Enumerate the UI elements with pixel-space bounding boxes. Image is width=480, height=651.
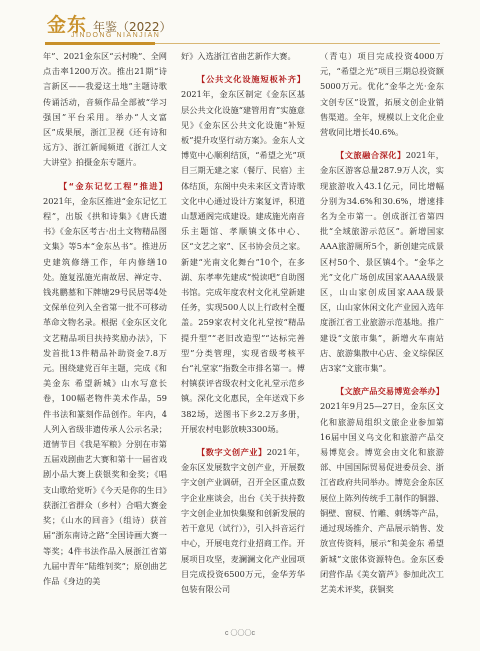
- section-text: 2021年，金东区推进“金东记忆工程”，出版《拱和诗集》《唐氏遗书》《金东区考古·出土文物精品图文集》等5本“金东丛书”。推进历史建筑修缮工作，年内修缮10处。施复泓施光南故居、禅定寺、钱兆鹏墓和下牌塘29号民居等4处文保单位列入全省第一批不可移动革命文物名录。根据《金东区文化文艺精品项目扶持奖励办法》，下发首批13件精品补助资金7.8万元。围绕建党百年主题，完成《和美金东 希望新城》山水写意长卷，100幅老物件美术作品，59件书法和篆刻作品创作。年内，4人列入省级非遗传承人公示名录；道情节目《我是军粮》分别在市第五届戏剧曲艺大赛和第十一届省戏剧小品大赛上获银奖和金奖；《唱支山歌给党听》《今天是你的生日》获浙江省群众（乡村）合唱大赛金奖；《山水的回音》（组诗）获首届“浙东南诗之路”全国诗画大赛一等奖；4件书法作品入展浙江省第九届中青年“陆维钊奖”；原创曲艺作品《身边的美: [43, 195, 167, 586]
- section-title: 【“金东记忆工程”推进】: [59, 180, 167, 191]
- section-text: 2021年，金东区游客总量287.9万人次，实现旅游收入43.1亿元，同比增幅分别为34.6%和30.6%，增速排名为全市第一。创成浙江省第四批“全域旅游示范区”。新增国家AAA旅游厕所5个，新创建完成景区村50个、景区镇4个。“金华之光”文化广场创成国家AAAA级景区，山山家创成国家AAA级景区，山山家休闲文化产业园入选年度浙江省工业旅游示范基地。推广建设“文旅市集”，新增火车南站店、旅游集散中心店、金义综保区店3家“文旅市集”。: [320, 150, 444, 374]
- section-public-culture: [181, 72, 305, 437]
- page-header: [0, 0, 480, 54]
- article-body: [43, 49, 445, 609]
- column-3: [320, 49, 444, 597]
- column-2: [181, 49, 305, 597]
- section-title: 【数字文创产业】: [197, 447, 267, 458]
- section-digital-creative: [181, 445, 305, 597]
- paragraph: 好》入选浙江省曲艺新作大赛。: [181, 51, 296, 61]
- section-text: 2021年，金东区发展数字文创产业，开展数字文创产业调研，召开全区重点数字企业座谈会，出台《关于扶持数字文创企业加快集聚和创新发展的若干意见（试行）》，引入抖音运行中心，开展电竞行业招商工作。开展项目攻坚，麦澜澜文化产业园项目完成投资6500万元，金华芳华包装有限公司: [181, 447, 305, 594]
- section-human-memory: [43, 179, 167, 589]
- header-accent-bar: [45, 42, 155, 45]
- brand-subtitle: JINDONG NIANJIAN: [71, 32, 161, 39]
- section-expo: [320, 384, 444, 597]
- brand-year: 年鉴（2022）: [93, 20, 172, 34]
- page-footer: c 〇〇〇c: [225, 630, 255, 637]
- section-title: 【公共文化设施短板补齐】: [197, 74, 305, 85]
- section-text: 2021年，金东区制定《金东区基层公共文化设施“建管用育”实施意见》《金东区公共文化设施“补短板”提升攻坚行动方案》。金东人文博览中心顺利结顶，“希望之光”项目三期无建之家（餐厅、民宿）主体结顶，东阁中央未来区文青诗歌文化中心通过设计方案复评，积道山慧通阁完成建设。建成施光南音乐主题馆、孝顺镇文体中心、区“文艺之家”、区书协会员之家。新建“光南文化舞台”10个，在多湖、东孝率先建成“悦读吧”自助图书馆。完成年度农村文化礼堂新建任务，实现500人以上行政村全覆盖。259家农村文化礼堂按“精品提升型”“老旧改造型”“达标完善型”分类管理，实现省级考核平台“礼堂家”指数全市排名第一。傅村镇获评省级农村文化礼堂示范乡镇。深化文化惠民，全年送戏下乡382场，送图书下乡2.2万多册，开展农村电影放映3300场。: [181, 89, 305, 434]
- brand-title: 金东: [47, 14, 88, 36]
- section-title: 【文旅产品交易博览会举办】: [336, 386, 444, 397]
- section-text: 2021年9月25—27日，金东区文化和旅游局组织文旅企业参加第16届中国义乌文化和旅游产品交易博览会。博览会由文化和旅游部、中国国际贸易促进委员会、浙江省政府共同举办。博览会金东区展位上陈列传统手工制作的铜器、铜壁、窗棂、竹雕、刺绣等产品，通过现场推介、产品展示销售、发放宣传资料，展示“和美金东 希望新城”文旅体资源特色。金东区委闭营作品《美女箭芦》参加此次工艺美术评奖，获铜奖: [320, 401, 444, 594]
- paragraph: （青屯）项目完成投资4000万元，“希望之光”项目三期总投资额5000万元。优化“金华之光·金东文创专区”设置，拓展文创企业销售渠道。全年，规模以上文化企业营收同比增长40.6%。: [320, 51, 444, 138]
- section-culture-tourism: [320, 148, 444, 376]
- paragraph: 年”、2021金东区“云村晚”、全网点击率1200万次。推出21期“诗言新区——我爱这土地”主题诗歌传诵活动，音频作品全部被“学习强国”平台采用。举办“人文富区”成果展，浙江卫视《还有诗和远方》、浙江新闻频道《浙江人文大讲堂》拍摄金东专题片。: [43, 51, 167, 168]
- column-1: [43, 49, 167, 589]
- section-title: 【文旅融合深化】: [336, 150, 406, 161]
